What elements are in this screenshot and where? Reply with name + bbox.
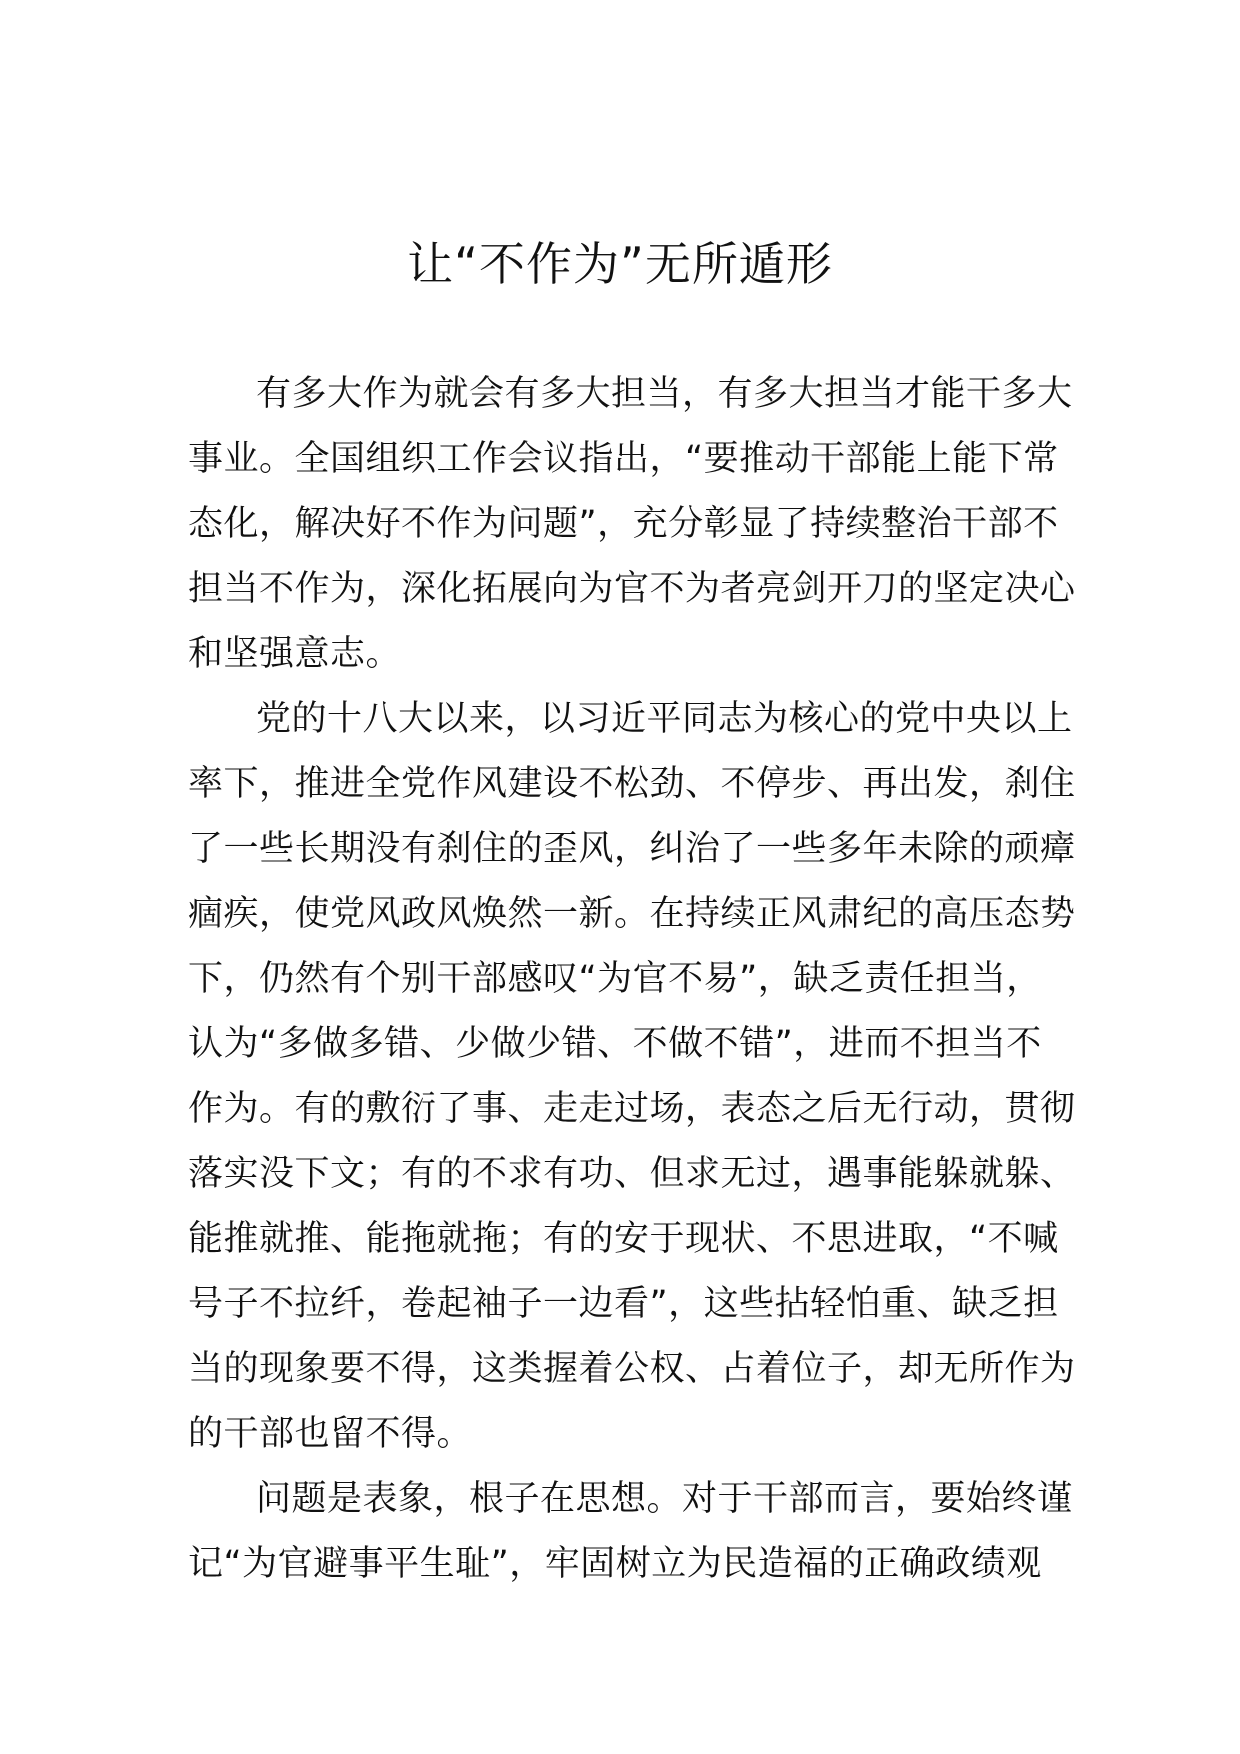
paragraph-2-line-4: 痼疾，使党风政风焕然一新。在持续正风肃纪的高压态势 [188, 894, 1076, 934]
document-title: 让“不作为”无所遁形 [407, 237, 833, 291]
paragraph-1-line-5: 和坚强意志。 [188, 634, 402, 674]
paragraph-1-line-4: 担当不作为，深化拓展向为官不为者亮剑开刀的坚定决心 [188, 569, 1076, 609]
paragraph-1-line-2: 事业。全国组织工作会议指出，“要推动干部能上能下常 [188, 439, 1059, 479]
paragraph-3-line-1: 问题是表象，根子在思想。对于干部而言，要始终谨 [256, 1479, 1073, 1519]
paragraph-2-line-12: 的干部也留不得。 [188, 1414, 473, 1454]
document-body [188, 362, 1076, 1597]
paragraph-1-line-1: 有多大作为就会有多大担当，有多大担当才能干多大 [256, 374, 1073, 414]
paragraph-2-line-3: 了一些长期没有刹住的歪风，纠治了一些多年未除的顽瘴 [188, 829, 1076, 869]
paragraph-2-line-1: 党的十八大以来，以习近平同志为核心的党中央以上 [256, 699, 1073, 739]
paragraph-2-line-10: 号子不拉纤，卷起袖子一边看”，这些拈轻怕重、缺乏担 [188, 1284, 1059, 1324]
paragraph-2-line-9: 能推就推、能拖就拖；有的安于现状、不思进取，“不喊 [188, 1219, 1059, 1259]
paragraph-1-line-3: 态化，解决好不作为问题”，充分彰显了持续整治干部不 [188, 504, 1059, 544]
paragraph-3-line-2: 记“为官避事平生耻”，牢固树立为民造福的正确政绩观 [188, 1544, 1042, 1584]
paragraph-2-line-11: 当的现象要不得，这类握着公权、占着位子，却无所作为 [188, 1349, 1076, 1389]
paragraph-2-line-7: 作为。有的敷衍了事、走走过场，表态之后无行动，贯彻 [188, 1089, 1076, 1129]
paragraph-2-line-8: 落实没下文；有的不求有功、但求无过，遇事能躲就躲、 [188, 1154, 1076, 1194]
paragraph-2-line-6: 认为“多做多错、少做少错、不做不错”，进而不担当不 [188, 1024, 1042, 1064]
paragraph-2-line-2: 率下，推进全党作风建设不松劲、不停步、再出发，刹住 [188, 764, 1076, 804]
paragraph-2-line-5: 下，仍然有个别干部感叹“为官不易”，缺乏责任担当， [188, 959, 1042, 999]
